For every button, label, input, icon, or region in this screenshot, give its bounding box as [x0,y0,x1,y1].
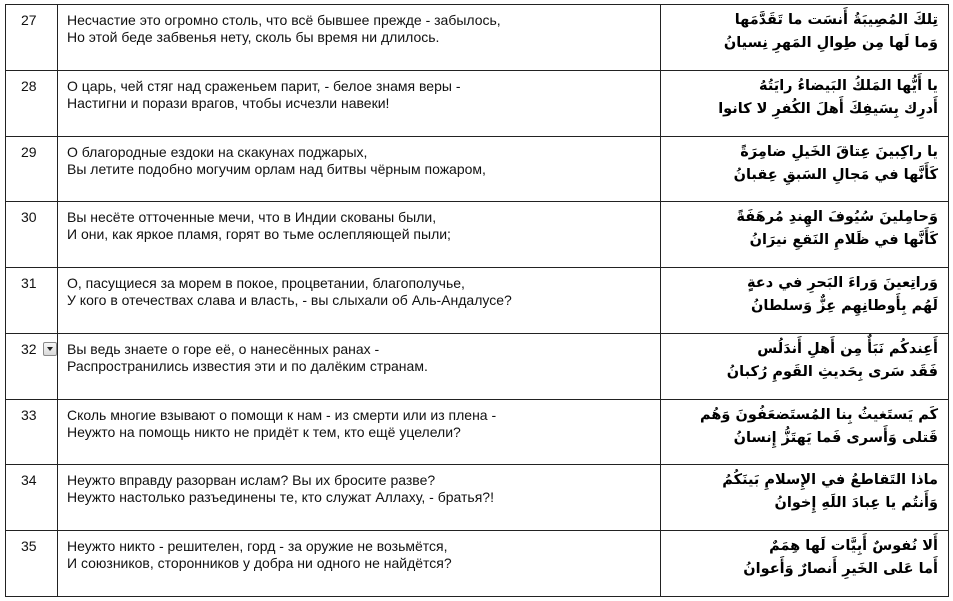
arabic-line-1: أَلا نُفوسٌ أَبِيَّات لَها هِمَمٌ [769,538,938,555]
arabic-line-2: قَتلى وَأَسرى فَما يَهتَزُّ إِنسانُ [733,429,938,446]
russian-line-2: И союзников, сторонников у добра ни одного не найдётся? [67,555,452,572]
arabic-line-1: يا راكِبينَ عِتاقَ الخَيلِ ضامِرَةً [740,143,938,160]
russian-line-1: Несчастие это огромно столь, что всё бывшее прежде - забылось, [67,12,501,28]
translation-table [5,4,949,597]
russian-text-cell [58,202,661,267]
row-number-cell [6,268,58,333]
russian-text-cell [58,531,661,596]
russian-line-1: О благородные ездоки на скакунах поджарых, [67,143,368,160]
russian-line-1: О царь, чей стяг над сраженьем парит, - белое знамя веры - [67,77,461,94]
russian-text-cell [58,465,661,530]
row-number-cell [6,334,58,399]
table-row [6,137,948,203]
chevron-down-icon [47,347,53,351]
row-number-cell [6,531,58,596]
table-row [6,531,948,596]
arabic-line-1: أَعِندكُم نَبَأٌ مِن أَهلِ أَندَلُس [757,340,938,357]
arabic-text-cell [661,137,948,202]
russian-text-cell [58,71,661,136]
row-number: 27 [21,12,37,28]
arabic-text-cell [661,465,948,530]
arabic-line-2: كَأَنَّها في مَجالِ السَبقِ عِقبانُ [733,166,938,183]
row-number-cell [6,465,58,530]
arabic-text-cell [661,531,948,596]
arabic-line-2: وَما لَها مِن طِوالِ المَهرِ نِسيانُ [723,35,938,51]
row-number-cell [6,5,58,70]
table-row [6,400,948,466]
arabic-line-2: وَأَنتُم يا عِبادَ اللَهِ إِخوانُ [774,495,938,512]
table-row [6,268,948,334]
russian-line-2: Распространились известия эти и по далёким странам. [67,357,428,374]
row-number: 35 [21,538,37,555]
table-row [6,465,948,531]
row-number: 32 [21,340,37,357]
arabic-line-1: وَراتِعينَ وَراءَ البَحرِ في دعةٍ [747,275,938,292]
russian-text-cell [58,334,661,399]
arabic-text-cell [661,5,948,70]
table-row [6,202,948,268]
russian-line-2: Вы летите подобно могучим орлам над битвы чёрным пожаром, [67,160,486,177]
arabic-text-cell [661,202,948,267]
row-number: 30 [21,209,37,226]
arabic-line-2: لَهُم بِأَوطانِهِم عِزٌّ وَسلطانُ [751,298,938,315]
arabic-line-1: تِلكَ المُصِيبَةُ أَنسَت ما تَقَدَّمَها [734,12,938,28]
russian-text-cell [58,400,661,465]
row-number-cell [6,137,58,202]
arabic-line-2: أَدرِك بِسَيفِكَ أَهلَ الكُفرِ لا كانوا [718,100,938,117]
russian-line-2: У кого в отечествах слава и власть, - вы слыхали об Аль-Андалусе? [67,292,512,309]
arabic-text-cell [661,71,948,136]
russian-text-cell [58,137,661,202]
arabic-line-2: فَقَد سَرى بِحَديثِ القَومِ رُكبانُ [726,363,938,380]
arabic-line-1: يا أَيُّها المَلكُ البَيضاءُ رايَتُهُ [759,77,938,94]
russian-line-1: Неужто вправду разорван ислам? Вы их бросите разве? [67,472,436,489]
row-dropdown-button[interactable] [43,342,57,356]
arabic-text-cell [661,268,948,333]
russian-line-1: Вы ведь знаете о горе её, о нанесённых ранах - [67,340,380,357]
arabic-line-1: كَم يَستَغيثُ بِنا المُستَضعَفُونَ وَهُم [700,406,938,423]
row-number-cell [6,71,58,136]
russian-line-1: Вы несёте отточенные мечи, что в Индии скованы были, [67,209,437,226]
arabic-line-2: كَأَنَّها في ظَلامِ النَقعِ نيرَانُ [749,232,938,249]
row-number-cell [6,400,58,465]
row-number: 33 [21,406,37,423]
row-number: 34 [21,472,37,489]
row-number: 29 [21,143,37,160]
row-number-cell [6,202,58,267]
russian-line-2: Настигни и порази врагов, чтобы исчезли навеки! [67,94,390,111]
russian-line-1: Неужто никто - решителен, горд - за оружие не возьмётся, [67,538,448,555]
russian-text-cell [58,5,661,70]
arabic-line-1: ماذا التَقاطعُ في الإِسلامِ بَينَكُمُ [722,472,938,489]
russian-line-2: Но этой беде забвенья нету, сколь бы время ни длилось. [67,29,440,45]
arabic-text-cell [661,334,948,399]
russian-line-1: О, пасущиеся за морем в покое, процветании, благополучье, [67,275,465,292]
arabic-line-2: أَما عَلى الخَيرِ أَنصارٌ وَأَعوانُ [743,561,938,578]
table-row [6,334,948,400]
russian-text-cell [58,268,661,333]
table-row [6,5,948,71]
russian-line-2: Неужто на помощь никто не придёт к тем, кто ещё уцелели? [67,423,461,440]
arabic-line-1: وَحامِلينَ سُيُوفَ الهِندِ مُرهَفَةً [736,209,938,226]
table-row [6,71,948,137]
russian-line-2: Неужто настолько разъединены те, кто служат Аллаху, - братья?! [67,489,494,506]
arabic-text-cell [661,400,948,465]
russian-line-1: Сколь многие взывают о помощи к нам - из смерти или из плена - [67,406,497,423]
row-number: 28 [21,77,37,94]
row-number: 31 [21,275,37,292]
russian-line-2: И они, как яркое пламя, горят во тьме ослепляющей пыли; [67,226,451,243]
